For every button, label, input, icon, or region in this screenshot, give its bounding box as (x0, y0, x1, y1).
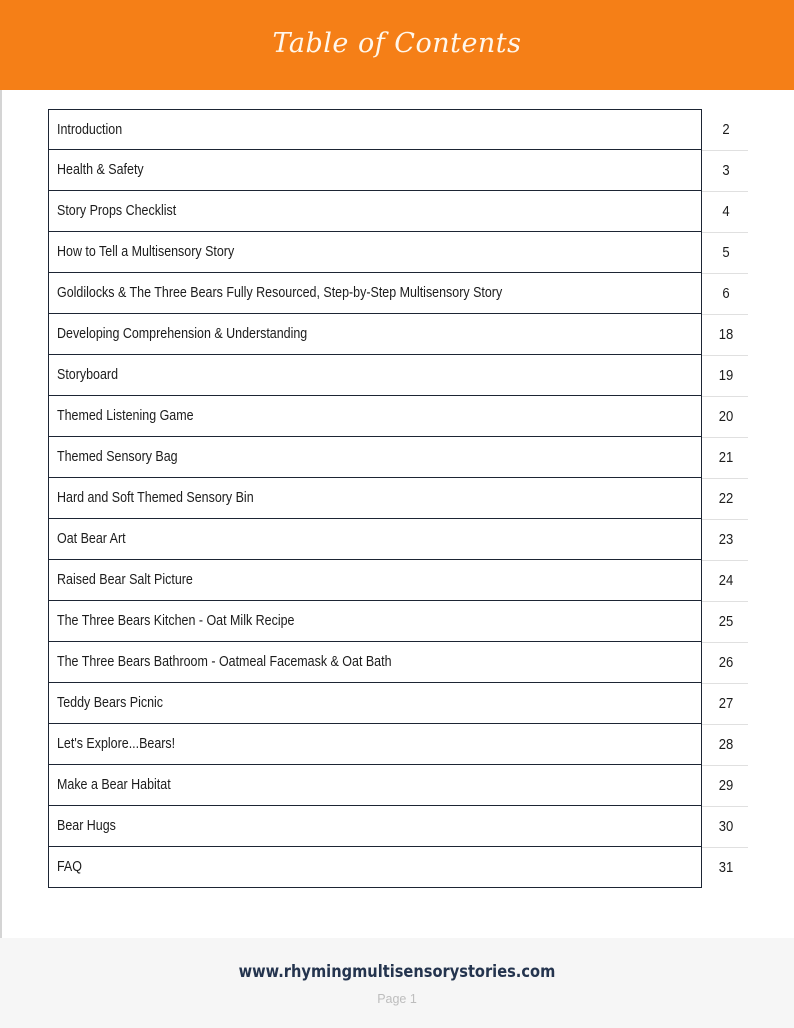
toc-row[interactable] (48, 232, 750, 273)
toc-entry-cell (48, 641, 702, 684)
toc-entry-page: 5 (722, 244, 730, 261)
toc-entry-page: 4 (722, 203, 730, 220)
toc-entry-page: 31 (718, 859, 734, 876)
toc-row[interactable] (48, 765, 750, 806)
toc-entry-title: Oat Bear Art (57, 530, 126, 547)
toc-entry-cell (48, 518, 702, 561)
toc-row[interactable] (48, 683, 750, 724)
toc-entry-page: 30 (718, 818, 734, 835)
toc-entry-title: Storyboard (57, 366, 119, 383)
toc-row[interactable] (48, 847, 750, 888)
toc-entry-title: Health & Safety (57, 161, 144, 178)
toc-entry-title: Introduction (57, 121, 123, 138)
toc-entry-cell (48, 600, 702, 643)
toc-entry-cell (48, 764, 702, 807)
toc-row[interactable] (48, 191, 750, 232)
toc-row[interactable] (48, 724, 750, 765)
toc-entry-title: The Three Bears Kitchen - Oat Milk Recipe (57, 612, 295, 629)
toc-entry-cell (48, 395, 702, 438)
toc-entry-title: Make a Bear Habitat (57, 776, 171, 793)
toc-entry-cell (48, 109, 702, 150)
toc-entry-page: 28 (718, 736, 734, 753)
toc-row[interactable] (48, 601, 750, 642)
toc-entry-page: 6 (722, 285, 730, 302)
toc-entry-title: Raised Bear Salt Picture (57, 571, 193, 588)
toc-entry-page: 29 (718, 777, 734, 794)
toc-entry-page: 18 (718, 326, 734, 343)
toc-row[interactable] (48, 560, 750, 601)
header-banner (0, 0, 794, 90)
toc-row[interactable] (48, 437, 750, 478)
toc-entry-page: 19 (718, 367, 734, 384)
page-title: Table of Contents (272, 27, 522, 59)
toc-row[interactable] (48, 273, 750, 314)
toc-entry-cell (48, 805, 702, 848)
toc-entry-title: Let's Explore...Bears! (57, 735, 176, 752)
toc-entry-cell (48, 723, 702, 766)
footer (0, 938, 794, 1028)
toc-entry-page: 25 (718, 613, 734, 630)
toc-entry-title: FAQ (57, 858, 82, 875)
toc-entry-title: Bear Hugs (57, 817, 116, 834)
toc-entry-page: 26 (718, 654, 734, 671)
toc-entry-page: 3 (722, 162, 730, 179)
toc-row[interactable] (48, 806, 750, 847)
toc-entry-cell (48, 313, 702, 356)
page-number: Page 1 (377, 992, 417, 1006)
toc-row[interactable] (48, 396, 750, 437)
toc-row[interactable] (48, 109, 750, 150)
toc-entry-cell (48, 272, 702, 315)
toc-entry-cell (48, 682, 702, 725)
toc-row[interactable] (48, 355, 750, 396)
toc-entry-title: Teddy Bears Picnic (57, 694, 164, 711)
toc-entry-page: 24 (718, 572, 734, 589)
toc-row[interactable] (48, 519, 750, 560)
toc-entry-title: Themed Listening Game (57, 407, 194, 424)
toc-entry-page: 2 (722, 121, 730, 138)
toc-row[interactable] (48, 642, 750, 683)
toc-entry-cell (48, 354, 702, 397)
toc-entry-cell (48, 559, 702, 602)
toc-entry-title: Story Props Checklist (57, 202, 177, 219)
toc-entry-title: How to Tell a Multisensory Story (57, 243, 235, 260)
toc-row[interactable] (48, 478, 750, 519)
toc-entry-cell (48, 231, 702, 274)
website-url[interactable]: www.rhymingmultisensorystories.com (238, 962, 556, 982)
toc-entry-cell (48, 436, 702, 479)
toc-entry-title: Developing Comprehension & Understanding (57, 325, 308, 342)
toc-entry-title: Themed Sensory Bag (57, 448, 178, 465)
toc-entry-cell (48, 477, 702, 520)
toc-entry-page: 22 (718, 490, 734, 507)
toc-entry-cell (48, 846, 702, 889)
toc-row[interactable] (48, 150, 750, 191)
toc-entry-page: 21 (718, 449, 734, 466)
toc-entry-cell (48, 190, 702, 233)
toc-entry-cell (48, 149, 702, 192)
toc-entry-page: 23 (718, 531, 734, 548)
toc-entry-title: Hard and Soft Themed Sensory Bin (57, 489, 254, 506)
toc-entry-page: 20 (718, 408, 734, 425)
table-of-contents (48, 109, 750, 888)
toc-entry-page: 27 (718, 695, 734, 712)
toc-entry-title: The Three Bears Bathroom - Oatmeal Facemask & Oat Bath (57, 653, 392, 670)
page-edge (0, 0, 2, 1028)
toc-row[interactable] (48, 314, 750, 355)
toc-entry-title: Goldilocks & The Three Bears Fully Resourced, Step-by-Step Multisensory Story (57, 284, 503, 301)
